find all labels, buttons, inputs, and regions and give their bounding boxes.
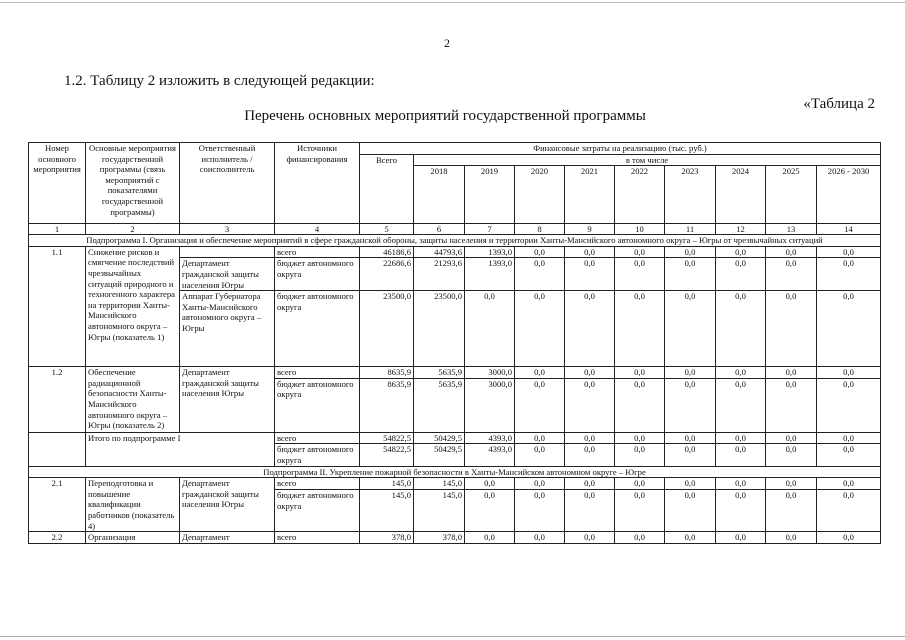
- subtotal-label: Итого по подпрограмме I: [86, 432, 275, 466]
- value-cell: 0,0: [817, 432, 881, 444]
- event-name: Организация: [86, 532, 180, 544]
- value-cell: 0,0: [716, 478, 766, 490]
- value-cell: 0,0: [515, 246, 565, 258]
- value-cell: 5635,9: [414, 367, 465, 379]
- header-year: 2022: [615, 166, 665, 224]
- value-cell: 0,0: [515, 258, 565, 291]
- event-number: 2.1: [29, 478, 86, 532]
- value-cell: 0,0: [716, 378, 766, 432]
- value-cell: 0,0: [766, 367, 817, 379]
- executor-cell: Департамент: [180, 532, 275, 544]
- value-cell: 0,0: [817, 378, 881, 432]
- value-cell: 0,0: [515, 478, 565, 490]
- value-cell: 0,0: [515, 444, 565, 466]
- value-cell: 4393,0: [465, 444, 515, 466]
- header-num: Номер основного мероприятия: [29, 143, 86, 224]
- value-cell: 0,0: [817, 532, 881, 544]
- column-number: 9: [565, 224, 615, 235]
- value-cell: 0,0: [766, 432, 817, 444]
- value-cell: 46186,6: [360, 246, 414, 258]
- value-cell: 145,0: [414, 478, 465, 490]
- header-events: Основные мероприятия государственной программы (связь мероприятий с показателями государственной программы): [86, 143, 180, 224]
- value-cell: 0,0: [665, 258, 716, 291]
- executor-cell: Департамент гражданской защиты населения Югры: [180, 478, 275, 532]
- value-cell: 0,0: [716, 490, 766, 532]
- event-number: 1.2: [29, 367, 86, 433]
- column-number: 3: [180, 224, 275, 235]
- event-number: 2.2: [29, 532, 86, 544]
- value-cell: 0,0: [565, 378, 615, 432]
- value-cell: 0,0: [665, 490, 716, 532]
- value-cell: 8635,9: [360, 378, 414, 432]
- header-executor: Ответственный исполнитель / соисполнитель: [180, 143, 275, 224]
- source-cell: всего: [275, 532, 360, 544]
- value-cell: 1393,0: [465, 246, 515, 258]
- value-cell: 0,0: [817, 490, 881, 532]
- executor-cell: [180, 246, 275, 258]
- value-cell: 3000,0: [465, 378, 515, 432]
- value-cell: 0,0: [716, 432, 766, 444]
- table-reference: «Таблица 2: [803, 96, 875, 112]
- value-cell: 0,0: [716, 532, 766, 544]
- header-sources: Источники финансирования: [275, 143, 360, 224]
- value-cell: 54822,5: [360, 444, 414, 466]
- value-cell: 0,0: [817, 444, 881, 466]
- source-cell: бюджет автономного округа: [275, 444, 360, 466]
- value-cell: 23500,0: [360, 291, 414, 367]
- value-cell: 0,0: [766, 246, 817, 258]
- executor-cell: Аппарат Губернатора Ханты-Мансийского автономного округа – Югры: [180, 291, 275, 367]
- header-year: 2020: [515, 166, 565, 224]
- value-cell: 4393,0: [465, 432, 515, 444]
- value-cell: 0,0: [565, 532, 615, 544]
- value-cell: 145,0: [360, 478, 414, 490]
- value-cell: 0,0: [515, 291, 565, 367]
- subprogram-2-row: [29, 466, 881, 478]
- value-cell: 0,0: [515, 378, 565, 432]
- column-number: 7: [465, 224, 515, 235]
- value-cell: 0,0: [665, 246, 716, 258]
- value-cell: 0,0: [465, 291, 515, 367]
- value-cell: 0,0: [565, 291, 615, 367]
- column-number: 6: [414, 224, 465, 235]
- header-year: 2021: [565, 166, 615, 224]
- value-cell: 0,0: [716, 246, 766, 258]
- value-cell: 0,0: [817, 246, 881, 258]
- column-numbers-row: [29, 224, 881, 235]
- executor-cell: Департамент гражданской защиты населения Югры: [180, 367, 275, 433]
- value-cell: 0,0: [565, 367, 615, 379]
- header-year: 2024: [716, 166, 766, 224]
- source-cell: всего: [275, 432, 360, 444]
- subtotal-row: [29, 432, 881, 444]
- value-cell: 0,0: [817, 258, 881, 291]
- value-cell: 378,0: [360, 532, 414, 544]
- value-cell: 0,0: [515, 490, 565, 532]
- table-row: [29, 532, 881, 544]
- subprogram-2-title: Подпрограмма II. Укрепление пожарной безопасности в Ханты-Мансийском автономном округе – Югре: [29, 466, 881, 478]
- value-cell: 0,0: [665, 478, 716, 490]
- column-number: 13: [766, 224, 817, 235]
- program-events-table: [28, 142, 881, 544]
- value-cell: 0,0: [665, 432, 716, 444]
- subprogram-1-title: Подпрограмма I. Организация и обеспечение мероприятий в сфере гражданской обороны, защиты населения и территории Ханты-Мансийского автономного округа – Югры от чрезвычайных ситуаций: [29, 235, 881, 247]
- value-cell: 0,0: [615, 378, 665, 432]
- header-financing: Финансовые затраты на реализацию (тыс. руб.): [360, 143, 881, 155]
- executor-cell: Департамент гражданской защиты населения Югры: [180, 258, 275, 291]
- value-cell: 0,0: [465, 490, 515, 532]
- value-cell: 22686,6: [360, 258, 414, 291]
- instruction-text: 1.2. Таблицу 2 изложить в следующей редакции:: [64, 73, 375, 89]
- header-year: 2019: [465, 166, 515, 224]
- header-year: 2018: [414, 166, 465, 224]
- value-cell: 145,0: [414, 490, 465, 532]
- value-cell: 0,0: [615, 246, 665, 258]
- scan-edge-bottom: [0, 636, 905, 637]
- header-row-1: [29, 143, 881, 155]
- value-cell: 0,0: [665, 378, 716, 432]
- value-cell: 0,0: [515, 367, 565, 379]
- value-cell: 23500,0: [414, 291, 465, 367]
- value-cell: 0,0: [817, 291, 881, 367]
- value-cell: 0,0: [465, 478, 515, 490]
- value-cell: 3000,0: [465, 367, 515, 379]
- value-cell: 0,0: [665, 532, 716, 544]
- value-cell: 0,0: [766, 532, 817, 544]
- source-cell: всего: [275, 478, 360, 490]
- value-cell: 0,0: [465, 532, 515, 544]
- value-cell: 0,0: [615, 478, 665, 490]
- value-cell: 0,0: [515, 532, 565, 544]
- header-year: 2026 - 2030: [817, 166, 881, 224]
- column-number: 4: [275, 224, 360, 235]
- value-cell: 0,0: [565, 478, 615, 490]
- value-cell: 0,0: [615, 432, 665, 444]
- value-cell: 0,0: [817, 478, 881, 490]
- header-including: в том числе: [414, 154, 881, 166]
- header-total: Всего: [360, 154, 414, 224]
- column-number: 8: [515, 224, 565, 235]
- value-cell: 0,0: [716, 258, 766, 291]
- value-cell: 0,0: [615, 258, 665, 291]
- header-year: 2025: [766, 166, 817, 224]
- column-number: 10: [615, 224, 665, 235]
- event-name: Обеспечение радиационной безопасности Ханты-Мансийского автономного округа – Югры (показатель 2): [86, 367, 180, 433]
- value-cell: 0,0: [615, 367, 665, 379]
- value-cell: 0,0: [766, 378, 817, 432]
- value-cell: 54822,5: [360, 432, 414, 444]
- value-cell: 0,0: [716, 367, 766, 379]
- value-cell: 0,0: [665, 367, 716, 379]
- table-row: [29, 367, 881, 379]
- source-cell: бюджет автономного округа: [275, 378, 360, 432]
- value-cell: 44793,6: [414, 246, 465, 258]
- event-name: Переподготовка и повышение квалификации работников (показатель 4): [86, 478, 180, 532]
- source-cell: всего: [275, 367, 360, 379]
- value-cell: 50429,5: [414, 432, 465, 444]
- column-number: 2: [86, 224, 180, 235]
- value-cell: 0,0: [565, 490, 615, 532]
- subprogram-1-row: [29, 235, 881, 247]
- value-cell: 145,0: [360, 490, 414, 532]
- value-cell: 0,0: [665, 444, 716, 466]
- value-cell: 0,0: [615, 444, 665, 466]
- source-cell: бюджет автономного округа: [275, 258, 360, 291]
- header-year: 2023: [665, 166, 716, 224]
- value-cell: 378,0: [414, 532, 465, 544]
- value-cell: 0,0: [615, 291, 665, 367]
- value-cell: 0,0: [565, 258, 615, 291]
- value-cell: 0,0: [766, 258, 817, 291]
- value-cell: 50429,5: [414, 444, 465, 466]
- value-cell: 0,0: [515, 432, 565, 444]
- value-cell: 5635,9: [414, 378, 465, 432]
- value-cell: 21293,6: [414, 258, 465, 291]
- column-number: 5: [360, 224, 414, 235]
- column-number: 14: [817, 224, 881, 235]
- source-cell: бюджет автономного округа: [275, 291, 360, 367]
- value-cell: 0,0: [766, 444, 817, 466]
- table-row: [29, 478, 881, 490]
- value-cell: 0,0: [615, 490, 665, 532]
- value-cell: 0,0: [766, 478, 817, 490]
- value-cell: 1393,0: [465, 258, 515, 291]
- source-cell: бюджет автономного округа: [275, 490, 360, 532]
- column-number: 11: [665, 224, 716, 235]
- value-cell: 0,0: [716, 291, 766, 367]
- page-number: 2: [444, 36, 450, 50]
- value-cell: 0,0: [665, 291, 716, 367]
- value-cell: 0,0: [766, 291, 817, 367]
- value-cell: 0,0: [766, 490, 817, 532]
- value-cell: 0,0: [615, 532, 665, 544]
- source-cell: всего: [275, 246, 360, 258]
- document-title: Перечень основных мероприятий государственной программы: [244, 108, 646, 124]
- event-name: Снижение рисков и смягчение последствий чрезвычайных ситуаций природного и техногенного характера на территории Ханты-Мансийского автономного округа – Югры (показатель 1): [86, 246, 180, 366]
- table-row: [29, 246, 881, 258]
- value-cell: 0,0: [565, 432, 615, 444]
- value-cell: 0,0: [565, 246, 615, 258]
- value-cell: 8635,9: [360, 367, 414, 379]
- column-number: 1: [29, 224, 86, 235]
- value-cell: 0,0: [716, 444, 766, 466]
- empty-cell: [29, 432, 86, 466]
- scan-edge-top: [0, 2, 905, 3]
- column-number: 12: [716, 224, 766, 235]
- value-cell: 0,0: [817, 367, 881, 379]
- event-number: 1.1: [29, 246, 86, 366]
- value-cell: 0,0: [565, 444, 615, 466]
